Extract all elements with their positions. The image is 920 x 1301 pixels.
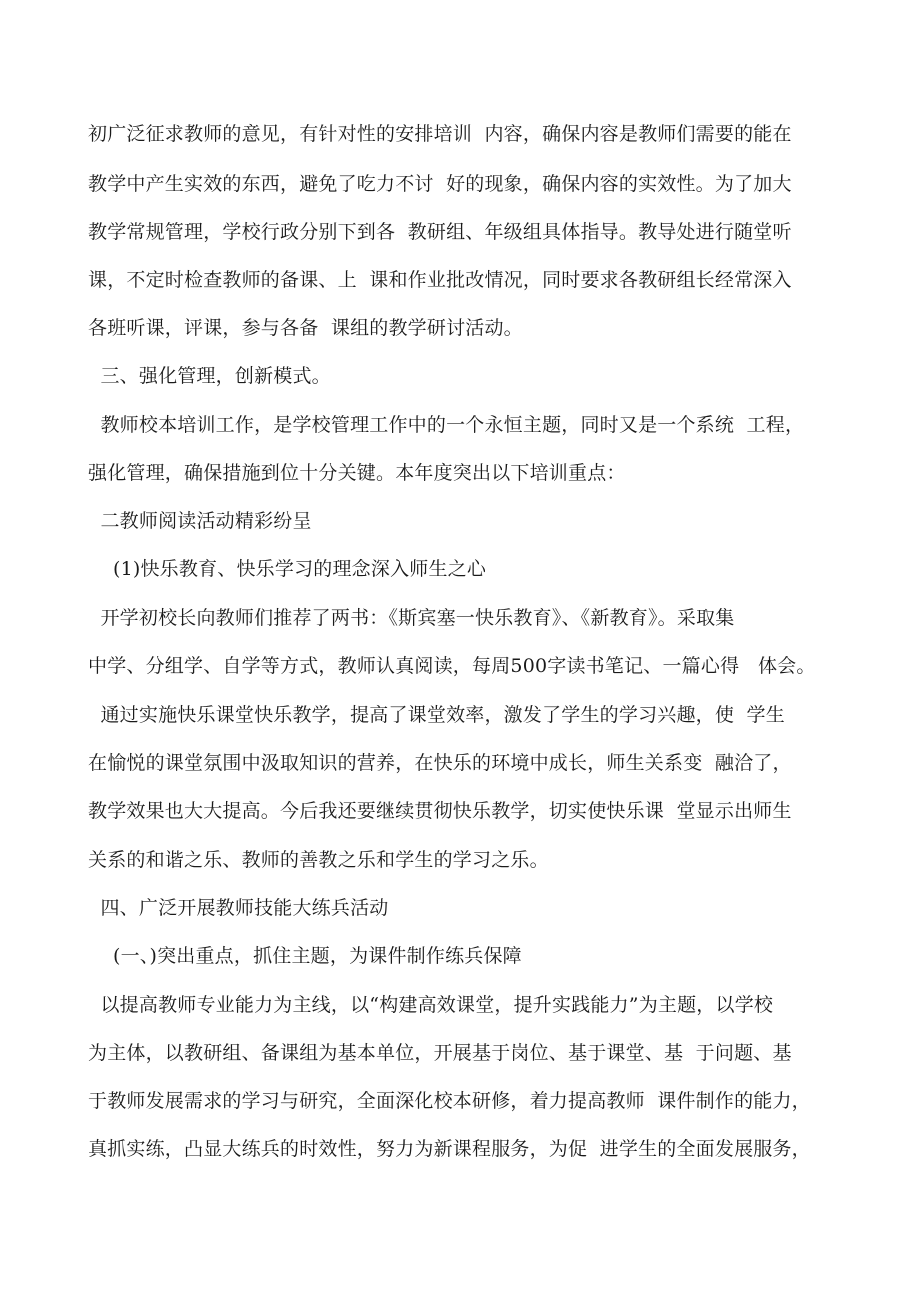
text-line: 教学效果也大大提高。今后我还要继续贯彻快乐教学，切实使快乐课 堂显示出师生 xyxy=(88,800,792,822)
section-heading: 二教师阅读活动精彩纷呈 xyxy=(88,510,312,532)
subsection-heading: (一、)突出重点，抓住主题，为课件制作练兵保障 xyxy=(88,945,522,967)
text-line: 通过实施快乐课堂快乐教学，提高了课堂效率，激发了学生的学习兴趣，使 学生 xyxy=(88,704,785,726)
text-line: 于教师发展需求的学习与研究，全面深化校本研修，着力提高教师 课件制作的能力， xyxy=(88,1090,811,1112)
text-line: 真抓实练，凸显大练兵的时效性，努力为新课程服务，为促 进学生的全面发展服务， xyxy=(88,1138,811,1160)
text-line: 课，不定时检查教师的备课、上 课和作业批改情况，同时要求各教研组长经常深入 xyxy=(88,269,792,291)
text-line: 教学中产生实效的东西，避免了吃力不讨 好的现象，确保内容的实效性。为了加大 xyxy=(88,173,792,195)
text-line: 强化管理，确保措施到位十分关键。本年度突出以下培训重点： xyxy=(88,462,626,484)
text-line: 关系的和谐之乐、教师的善教之乐和学生的学习之乐。 xyxy=(88,849,549,871)
text-line: 教学常规管理，学校行政分别下到各 教研组、年级组具体指导。教导处进行随堂听 xyxy=(88,221,792,243)
text-line: 教师校本培训工作，是学校管理工作中的一个永恒主题，同时又是一个系统 工程， xyxy=(88,414,805,436)
text-line: 各班听课，评课，参与各备 课组的教学研讨活动。 xyxy=(88,317,523,339)
text-line: 中学、分组学、自学等方式，教师认真阅读，每周500字读书笔记、一篇心得 体会。 xyxy=(88,655,816,677)
subsection-heading: (1)快乐教育、快乐学习的理念深入师生之心 xyxy=(88,558,487,580)
text-line: 开学初校长向教师们推荐了两书：《斯宾塞一快乐教育》、《新教育》。采取集 xyxy=(88,607,735,629)
text-line: 初广泛征求教师的意见，有针对性的安排培训 内容，确保内容是教师们需要的能在 xyxy=(88,123,792,145)
section-heading: 四、广泛开展教师技能大练兵活动 xyxy=(88,897,389,919)
text-line: 为主体，以教研组、备课组为基本单位，开展基于岗位、基于课堂、基 于问题、基 xyxy=(88,1042,792,1064)
text-line: 以提高教师专业能力为主线，以“构建高效课堂，提升实践能力”为主题，以学校 xyxy=(88,994,774,1016)
section-heading: 三、强化管理，创新模式。 xyxy=(88,365,331,387)
text-line: 在愉悦的课堂氛围中汲取知识的营养，在快乐的环境中成长，师生关系变 融洽了， xyxy=(88,752,792,774)
